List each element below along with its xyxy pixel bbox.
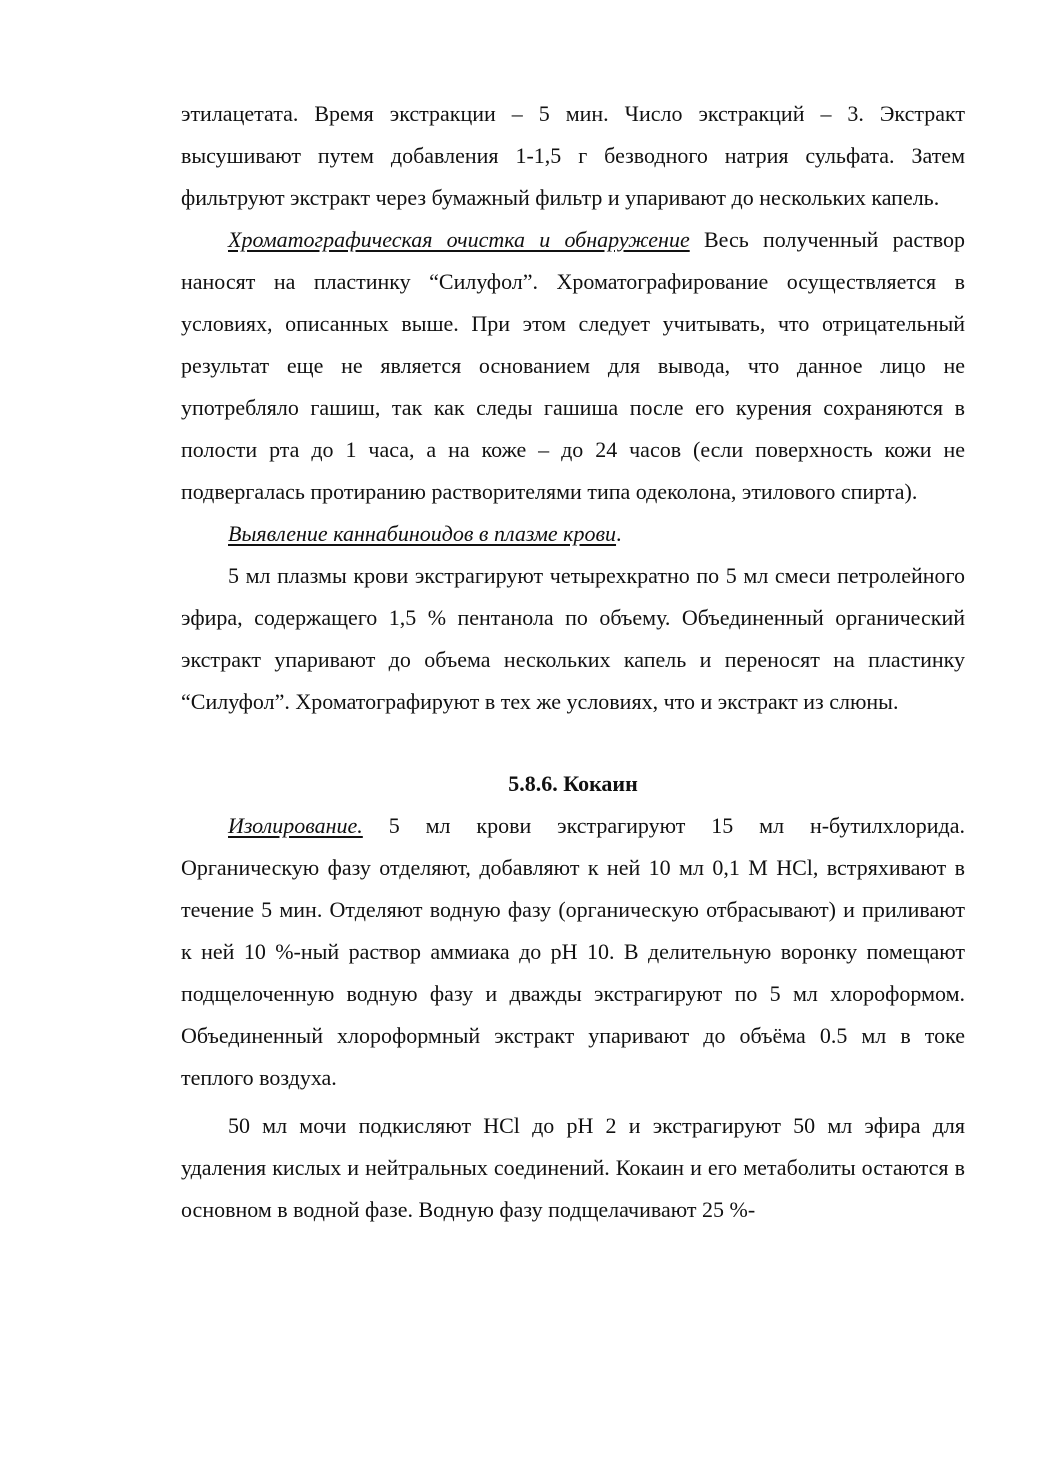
- spacer: [181, 723, 965, 763]
- subsection-title-isolation: Изолирование.: [228, 813, 363, 838]
- paragraph-plasma: 5 мл плазмы крови экстрагируют четырехкратно по 5 мл смеси петролейного эфира, содержащего 1,5 % пентанола по объему. Объединенный органический экстракт упаривают до объема нескольких капель и переносят на пластинку “Силуфол”. Хроматографируют в тех же условиях, что и экстракт из слюны.: [181, 563, 965, 714]
- subsection-title-plasma-period: .: [616, 521, 622, 546]
- paragraph-chromatography: [181, 219, 965, 513]
- subsection-title-plasma: Выявление каннабиноидов в плазме крови: [228, 521, 617, 546]
- paragraph-isolation-text: 5 мл крови экстрагируют 15 мл н-бутилхлорида. Органическую фазу отделяют, добавляют к ней 10 мл 0,1 М HCl, встряхивают в течение 5 мин. Отделяют водную фазу (органическую отбрасывают) и приливают к ней 10 %-ный раствор аммиака до pH 10. В делительную воронку помещают подщелоченную водную фазу и дважды экстрагируют по 5 мл хлороформом. Объединенный хлороформный экстракт упаривают до объёма 0.5 мл в токе теплого воздуха.: [181, 813, 965, 1090]
- document-page: [181, 93, 965, 1231]
- paragraph-extraction-end: этилацетата. Время экстракции – 5 мин. Число экстракций – 3. Экстракт высушивают путем добавления 1-1,5 г безводного натрия сульфата. Затем фильтруют экстракт через бумажный фильтр и упаривают до нескольких капель.: [181, 101, 965, 210]
- paragraph-isolation: [181, 805, 965, 1099]
- paragraph-urine: 50 мл мочи подкисляют HCl до pH 2 и экстрагируют 50 мл эфира для удаления кислых и нейтральных соединений. Кокаин и его метаболиты остаются в основном в водной фазе. Водную фазу подщелачивают 25 %-: [181, 1113, 965, 1222]
- paragraph-chromatography-text: Весь полученный раствор наносят на пластинку “Силуфол”. Хроматографирование осуществляется в условиях, описанных выше. При этом следует учитывать, что отрицательный результат еще не является основанием для вывода, что данное лицо не употребляло гашиш, так как следы гашиша после его курения сохраняются в полости рта до 1 часа, а на коже – до 24 часов (если поверхность кожи не подвергалась протиранию растворителями типа одеколона, этилового спирта).: [181, 227, 965, 504]
- paragraph-plasma-title: [181, 513, 965, 555]
- subsection-title-chromatography: Хроматографическая очистка и обнаружение: [228, 227, 690, 252]
- section-heading: 5.8.6. Кокаин: [508, 771, 638, 796]
